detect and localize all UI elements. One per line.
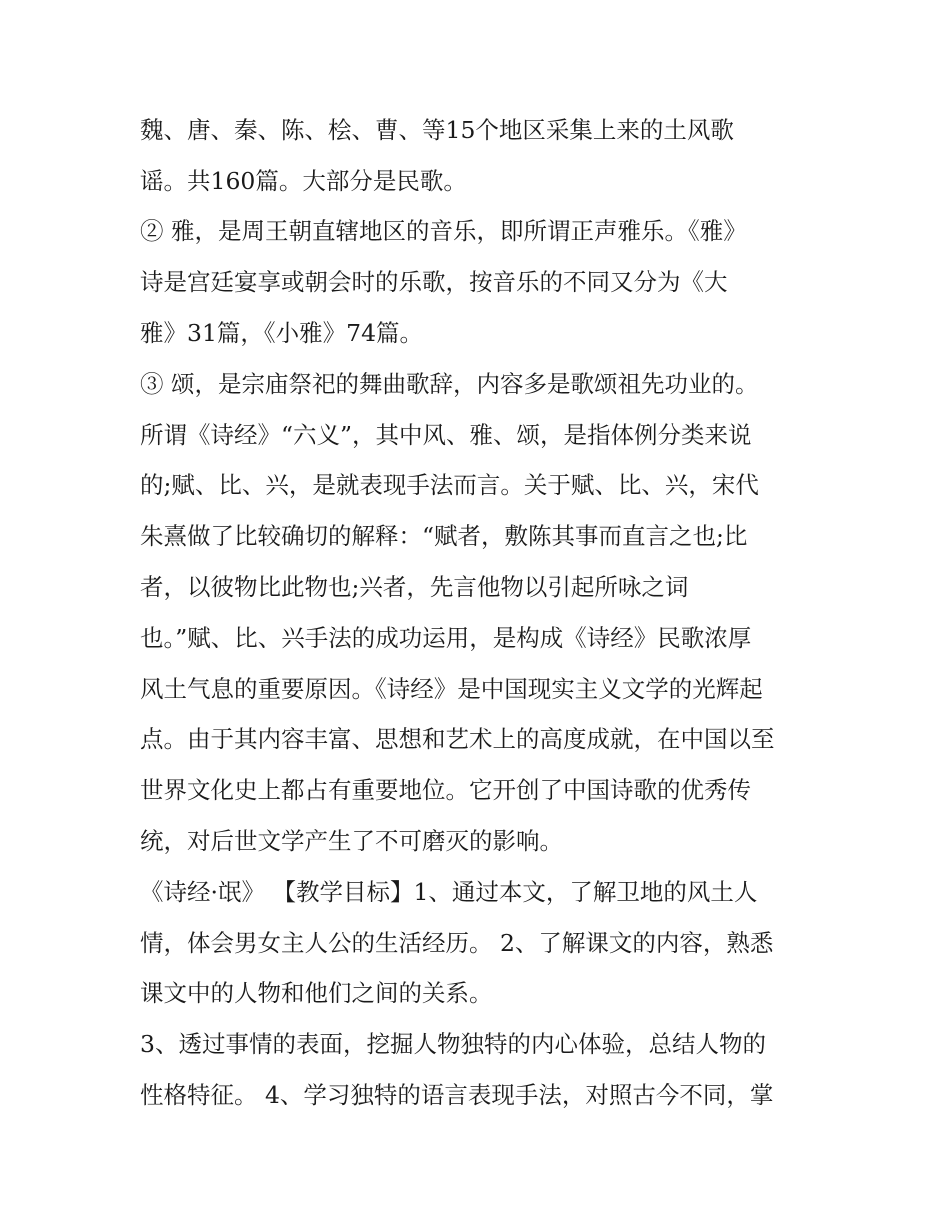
text-line-11: 也。”赋、比、兴手法的成功运用，是构成《诗经》民歌浓厚: [140, 624, 752, 652]
text-line-15: 统，对后世文学产生了不可磨灭的影响。: [140, 827, 563, 855]
text-line-3: ② 雅，是周王朝直辖地区的音乐，即所谓正声雅乐。《雅》: [140, 217, 747, 245]
text-line-8: 的;赋、比、兴，是就表现手法而言。关于赋、比、兴，宋代: [140, 471, 759, 499]
text-line-13: 点。由于其内容丰富、思想和艺术上的高度成就，在中国以至: [140, 725, 775, 753]
text-line-10: 者，以彼物比此物也;兴者，先言他物以引起所咏之词: [140, 573, 689, 601]
text-line-7: 所谓《诗经》“六义”，其中风、雅、颂，是指体例分类来说: [140, 421, 752, 449]
text-line-16: 《诗经·氓》 【教学目标】1、通过本文，了解卫地的风土人: [140, 878, 758, 906]
text-line-17: 情，体会男女主人公的生活经历。 2、了解课文的内容，熟悉: [140, 929, 774, 957]
text-line-18: 课文中的人物和他们之间的关系。: [140, 979, 493, 1007]
text-line-5: 雅》31篇，《小雅》74篇。: [140, 319, 424, 347]
text-line-2: 谣。共160篇。大部分是民歌。: [140, 167, 467, 195]
text-line-4: 诗是宫廷宴享或朝会时的乐歌，按音乐的不同又分为《大: [140, 268, 728, 296]
text-line-20: 性格特征。 4、学习独特的语言表现手法，对照古今不同，掌: [140, 1081, 774, 1109]
text-line-9: 朱熹做了比较确切的解释：“赋者，敷陈其事而直言之也;比: [140, 522, 748, 550]
text-line-14: 世界文化史上都占有重要地位。它开创了中国诗歌的优秀传: [140, 776, 751, 804]
text-line-19: 3、透过事情的表面，挖掘人物独特的内心体验，总结人物的: [140, 1030, 766, 1058]
text-line-6: ③ 颂，是宗庙祭祀的舞曲歌辞，内容多是歌颂祖先功业的。: [140, 370, 759, 398]
text-line-1: 魏、唐、秦、陈、桧、曹、等15个地区采集上来的土风歌: [140, 116, 734, 144]
text-line-12: 风土气息的重要原因。《诗经》是中国现实主义文学的光辉起: [140, 675, 763, 703]
